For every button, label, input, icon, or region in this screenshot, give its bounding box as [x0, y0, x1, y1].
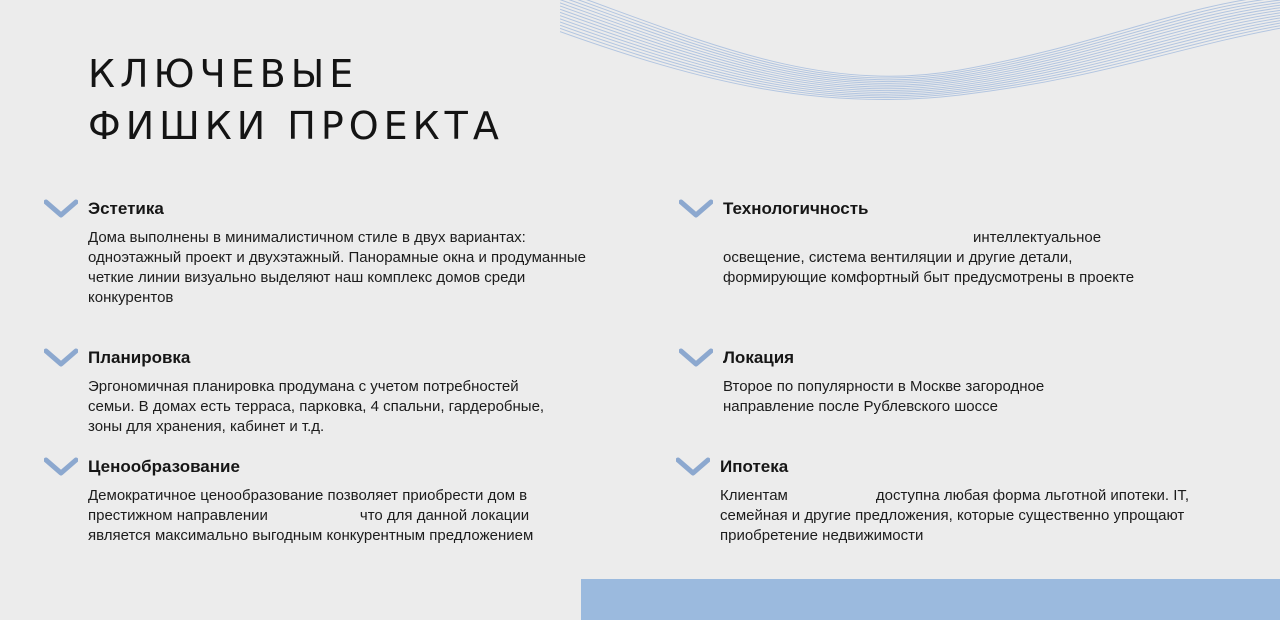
- feature-text: Эргономичная планировка продумана с учетом потребностей семьи. В домах есть терраса, парковка, 4 спальни, гардеробные, зоны для хранения, кабинет и т.д.: [88, 378, 545, 435]
- wave-line: [560, 6, 1280, 85]
- chevron-check-icon: [679, 347, 713, 369]
- chevron-check-icon: [44, 198, 78, 220]
- page-title-line2: ФИШКИ ПРОЕКТА: [88, 104, 504, 148]
- feature-layout: [88, 347, 598, 437]
- chevron-check-icon: [44, 456, 78, 478]
- chevron-check-icon: [679, 198, 713, 220]
- feature-location: [723, 347, 1233, 417]
- feature-text: [88, 486, 558, 546]
- feature-pricing: [88, 456, 598, 546]
- decorative-wave-lines: [560, 0, 1280, 110]
- redacted-gap: [723, 228, 973, 248]
- feature-heading: Локация: [723, 348, 795, 367]
- feature-text: [720, 486, 1190, 546]
- feature-text-part1: Демократичное ценообразование позволяет приобрести дом в престижном направлении: [88, 487, 528, 524]
- chevron-check-icon: [44, 347, 78, 369]
- feature-text: Дома выполнены в минималистичном стиле в двух вариантах: одноэтажный проект и двухэтажный. Панорамные окна и продуманные четкие линии визуально выделяют наш комплекс домов среди конкурентов: [88, 229, 586, 306]
- feature-text-part2: доступна любая форма льготной ипотеки. IT, семейная и другие предложения, которые существенно упрощают приобретение недвижимости: [720, 487, 1190, 544]
- feature-text: Второе по популярности в Москве загородное направление после Рублевского шоссе: [723, 378, 1045, 415]
- feature-text-body: интеллектуальное освещение, система вентиляции и другие детали, формирующие комфортный быт предусмотрены в проекте: [723, 229, 1135, 286]
- redacted-gap: [268, 506, 360, 526]
- feature-heading: Технологичность: [723, 199, 869, 218]
- feature-mortgage: [720, 456, 1230, 546]
- page-title: [88, 48, 504, 152]
- feature-heading: Ипотека: [720, 457, 789, 476]
- wave-line: [560, 23, 1280, 96]
- redacted-gap: [788, 486, 876, 506]
- page-title-line1: КЛЮЧЕВЫЕ: [88, 52, 359, 96]
- feature-heading: Эстетика: [88, 199, 164, 218]
- feature-heading: Планировка: [88, 348, 191, 367]
- wave-line: [560, 3, 1280, 84]
- feature-text: [723, 228, 1153, 288]
- feature-aesthetics: [88, 198, 598, 308]
- feature-technology: [723, 198, 1233, 288]
- feature-text-part1: Клиентам: [720, 487, 788, 504]
- feature-heading: Ценообразование: [88, 457, 240, 476]
- wave-line: [560, 0, 1280, 80]
- chevron-check-icon: [676, 456, 710, 478]
- accent-bar: [581, 579, 1280, 620]
- feature-text-part2: что для данной локации является максимально выгодным конкурентным предложением: [88, 507, 534, 544]
